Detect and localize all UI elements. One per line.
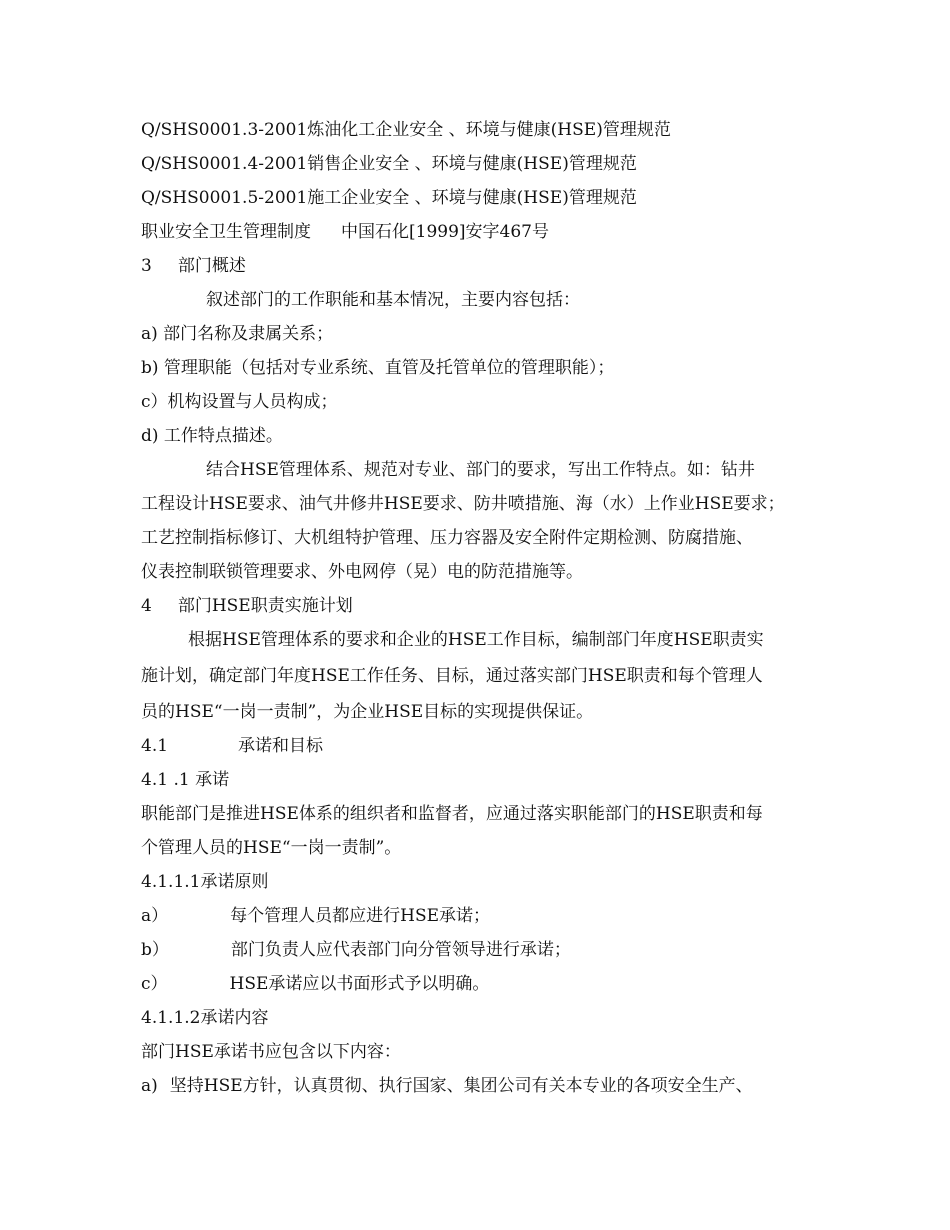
text-segment: 职业安全卫生管理制度 [141,222,311,242]
list-item: b) 管理职能（包括对专业系统、直管及托管单位的管理职能）； [141,358,615,378]
paragraph-line: 员的HSE“一岗一责制”，为企业HSE目标的实现提供保证。 [141,702,594,722]
paragraph-line: 仪表控制联锁管理要求、外电网停（晃）电的防范措施等。 [141,562,583,582]
subsection-heading: 4.1 .1 承诺 [141,770,230,790]
list-item: d) 工作特点描述。 [141,426,283,446]
list-text: HSE承诺应以书面形式予以明确。 [229,974,490,994]
list-item: a) 部门名称及隶属关系； [141,324,334,344]
paragraph-line: 施计划，确定部门年度HSE工作任务、目标，通过落实部门HSE职责和每个管理人 [141,666,763,686]
list-item [141,1074,753,1098]
paragraph-line: 职能部门是推进HSE体系的组织者和监督者，应通过落实职能部门的HSE职责和每 [141,804,763,824]
list-marker: a） [141,906,169,926]
paragraph-line: 工程设计HSE要求、油气井修井HSE要求、防井喷措施、海（水）上作业HSE要求； [141,494,785,514]
section-number: 4 [141,596,152,616]
text-segment: 中国石化[1999]安字467号 [341,222,549,242]
subsection-title: 承诺和目标 [238,736,324,756]
paragraph-line: 工艺控制指标修订、大机组特护管理、压力容器及安全附件定期检测、防腐措施、 [141,528,753,548]
section-number: 3 [141,256,152,276]
list-text: 部门负责人应代表部门向分管领导进行承诺； [230,940,571,960]
subsection-heading: 4.1.1.1承诺原则 [141,872,269,892]
list-marker: c） [141,974,168,994]
paragraph-line: 个管理人员的HSE“一岗一责制”。 [141,838,402,858]
text-line: Q/SHS0001.4-2001销售企业安全 、环境与健康(HSE)管理规范 [141,154,637,174]
section-title: 部门概述 [177,256,246,276]
text-line: Q/SHS0001.5-2001施工企业安全 、环境与健康(HSE)管理规范 [141,188,637,208]
paragraph-line: 叙述部门的工作职能和基本情况，主要内容包括： [206,290,580,310]
subsection-heading: 4.1.1.2承诺内容 [141,1008,269,1028]
section-title: 部门HSE职责实施计划 [177,596,353,616]
list-text: 坚持HSE方针，认真贯彻、执行国家、集团公司有关本专业的各项安全生产、 [169,1076,753,1096]
paragraph-line: 部门HSE承诺书应包含以下内容： [141,1042,401,1062]
paragraph-line: 结合HSE管理体系、规范对专业、部门的要求，写出工作特点。如：钻井 [206,460,755,480]
list-item: c）机构设置与人员构成； [141,392,338,412]
subsection-number: 4.1 [141,736,169,756]
list-marker: b） [141,940,169,960]
subsection-heading [141,734,323,758]
section-heading [141,594,353,618]
list-marker: a) [141,1076,158,1096]
paragraph-line: 根据HSE管理体系的要求和企业的HSE工作目标，编制部门年度HSE职责实 [188,630,764,650]
section-heading [141,254,246,278]
text-line [141,220,549,244]
list-item [141,904,490,928]
list-item [141,938,571,962]
list-text: 每个管理人员都应进行HSE承诺； [230,906,491,926]
text-line: Q/SHS0001.3-2001炼油化工企业安全 、环境与健康(HSE)管理规范 [141,120,671,140]
list-item [141,972,489,996]
